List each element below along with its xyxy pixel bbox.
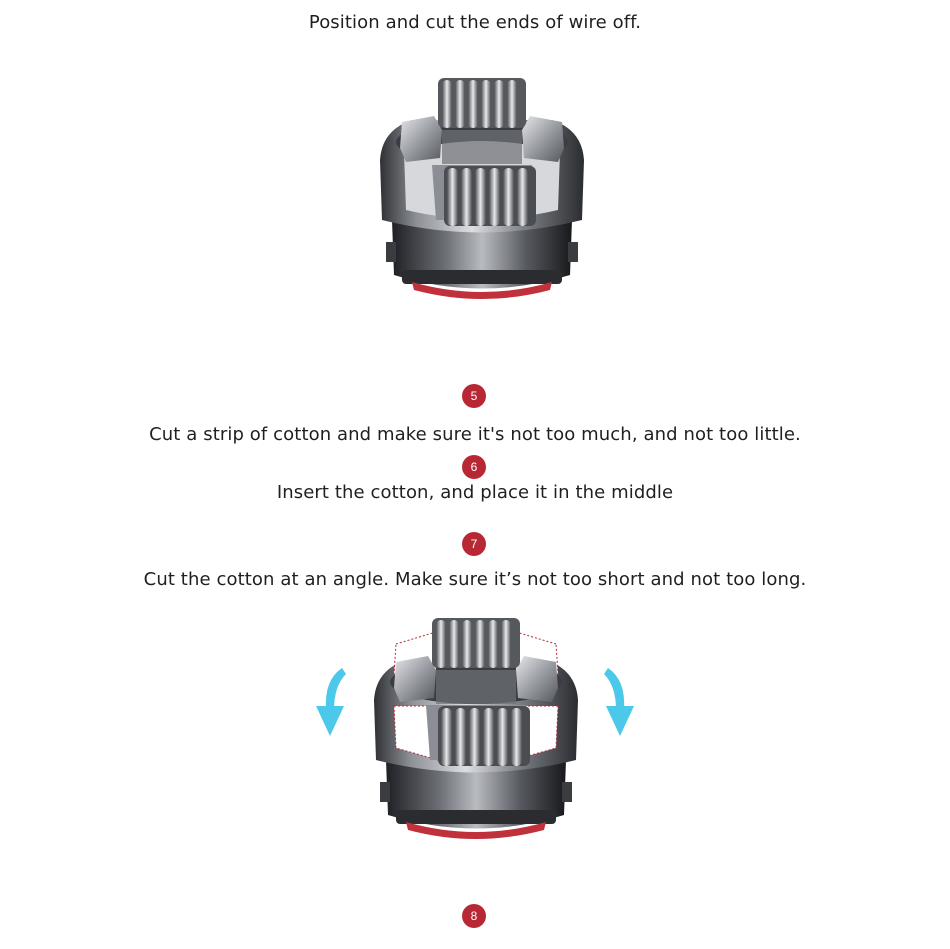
coil-deck-cotton-image <box>300 610 650 845</box>
left-down-arrow-icon <box>316 668 346 736</box>
step-7-badge: 7 <box>462 532 486 556</box>
step-4-caption: Position and cut the ends of wire off. <box>308 12 642 33</box>
step-8-badge: 8 <box>462 904 486 928</box>
step-7-caption: Cut the cotton at an angle. Make sure it’s not too short and not too long. <box>143 569 807 590</box>
step-6-caption: Insert the cotton, and place it in the middle <box>276 482 674 503</box>
step-6-badge: 6 <box>462 455 486 479</box>
step-5-badge: 5 <box>462 384 486 408</box>
right-down-arrow-icon <box>604 668 634 736</box>
coil-deck-image <box>372 70 592 305</box>
step-5-caption: Cut a strip of cotton and make sure it's not too much, and not too little. <box>149 424 801 445</box>
